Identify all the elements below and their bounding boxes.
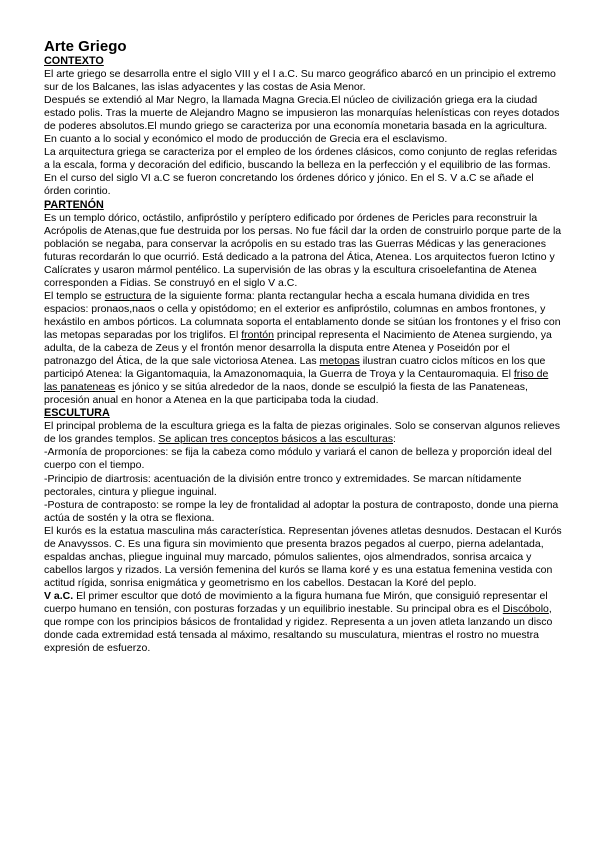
underlined-term-fronton: frontón xyxy=(241,328,274,341)
underlined-term-metopas: metopas xyxy=(319,355,360,368)
section-heading-escultura: ESCULTURA xyxy=(44,407,110,420)
contexto-paragraph-2: Después se extendió al Mar Negro, la llamada Magna Grecia.El núcleo de civilización griega era la ciudad estado polis. Tras la muerte de Alejandro Magno se impusieron las monarquías helenísticas con reyes dotados de poderes absolutos.El mundo griego se caracteriza por una economía monetaria basada en la agricultura. En cuanto a lo social y económico el modo de producción de Grecia era el esclavismo. xyxy=(44,94,560,146)
text-run: , que rompe con los principios básicos de frontalidad y rigidez. Representa a un joven atleta lanzando un disco donde cada extremidad está tensada al máximo, resaltando su musculatura, mientras el rostro no muestra expresión de esfuerzo. xyxy=(44,602,553,655)
text-run: principal representa el Nacimiento de Atenea surgiendo, ya adulta, de la cabeza de Zeus y el frontón menor desarrolla la disputa entre Atenea y Poseidón por el patronazgo del Ática, de la que sale victoriosa Atenea. Las xyxy=(44,328,552,368)
text-run: El templo se xyxy=(44,289,105,302)
text-run: es jónico y se sitúa alrededor de la naos, donde se esculpió la fiesta de las Panateneas, procesión anual en honor a Atenea en la que participaba toda la ciudad. xyxy=(44,381,528,407)
escultura-paragraph-1 xyxy=(44,420,562,446)
escultura-paragraph-4: -Postura de contraposto: se rompe la ley de frontalidad al adoptar la postura de contraposto, donde una pierna actúa de sostén y la otra se flexiona. xyxy=(44,498,559,524)
escultura-paragraph-3: -Principio de diartrosis: acentuación de la división entre tronco y extremidades. Se marcan nítidamente pectorales, cintura y pliegue inguinal. xyxy=(44,472,522,498)
escultura-paragraph-2: -Armonía de proporciones: se fija la cabeza como módulo y variará el canon de belleza y proporción ideal del cuerpo con el tiempo. xyxy=(44,446,552,472)
contexto-paragraph-3: La arquitectura griega se caracteriza por el empleo de los órdenes clásicos, como conjunto de reglas referidas a la escala, forma y decoración del edificio, buscando la belleza en la perfección y el equilibrio de las formas. En el curso del siglo VI a.C se fueron concretando los órdenes dórico y jónico. En el S. V a.C se añade el órden corintio. xyxy=(44,146,558,198)
text-run: El primer escultor que dotó de movimiento a la figura humana fue Mirón, que consiguió representar el cuerpo humano en tensión, con posturas forzadas y un equilibrio inestable. Su principal obra es el xyxy=(44,589,548,615)
section-heading-contexto: CONTEXTO xyxy=(44,55,104,67)
escultura-paragraph-5: El kurós es la estatua masculina más característica. Representan jóvenes atletas desnudos. Destacan el Kurós de Anavyssos. C. Es una figura sin movimiento que presenta brazos pegados al cuerpo, pierna adelantada, espaldas anchas, pliegue inguinal muy marcado, pómulos salientes, ojos almendrados, sonrisa arcaica y cabellos largos y rizados. La versión femenina del kurós se llama koré y es una estatua femenina vestida con actitud rígida, sonrisa enigmática y geometrismo en los cabellos. Destacan la Koré del peplo. xyxy=(44,524,562,589)
text-run: de la siguiente forma: planta rectangular hecha a escala humana dividida en tres espacios: pronaos,naos o cella y opistódomo; en el exterior es anfipróstilo, columnas en ambos frontones, y hexástilo en ambos pórticos. La columnata soporta el entablamento donde se sitúan los frontones y el friso con las metopas separadas por los triglifos. El xyxy=(44,289,561,341)
escultura-paragraph-6 xyxy=(44,590,562,655)
section-heading-partenon: PARTENÓN xyxy=(44,198,104,211)
underlined-term-estructura: estructura xyxy=(104,289,152,302)
underlined-term-friso: friso de las panateneas xyxy=(44,368,549,394)
underlined-phrase: Se aplican tres conceptos básicos a las esculturas xyxy=(158,433,394,446)
partenon-paragraph-1: Es un templo dórico, octástilo, anfipróstilo y períptero edificado por órdenes de Pericles para reconstruir la Acrópolis de Atenas,que fue destruida por los persas. No fue fácil dar la orden de construirlo porque parte de la población se negaba, para conservar la acrópolis en su estado tras las Guerras Médicas y las generaciones futuras recordarán lo que ocurrió. Está dedicado a la patrona del Ática, Atenea. Los arquitectos fueron Ictino y Calícrates y usaron mármol pentélico. La supervisión de las obras y la escultura crisoelefantina de Atenea corresponden a Fidias. Se construyó en el siglo V a.C. xyxy=(44,211,562,289)
underlined-term-discobolo: Discóbolo xyxy=(502,602,549,615)
text-run: ilustran cuatro ciclos míticos en los que participó Atenea: la Gigantomaquia, la Amazonomaquia, la Guerra de Troya y la Centauromaquia. El xyxy=(44,355,546,381)
text-run: : xyxy=(393,433,396,446)
contexto-paragraph-1: El arte griego se desarrolla entre el siglo VIII y el I a.C. Su marco geográfico abarcó en un principio el extremo sur de los Balcanes, las islas adyacentes y las costas de Asia Menor. xyxy=(44,68,556,94)
partenon-paragraph-2 xyxy=(44,290,562,407)
bold-lead: V a.C. xyxy=(44,589,74,602)
document-page xyxy=(44,38,562,655)
text-run: El principal problema de la escultura griega es la falta de piezas originales. Solo se conservan algunos relieves de los grandes templos. xyxy=(44,420,560,446)
page-title: Arte Griego xyxy=(44,38,127,55)
